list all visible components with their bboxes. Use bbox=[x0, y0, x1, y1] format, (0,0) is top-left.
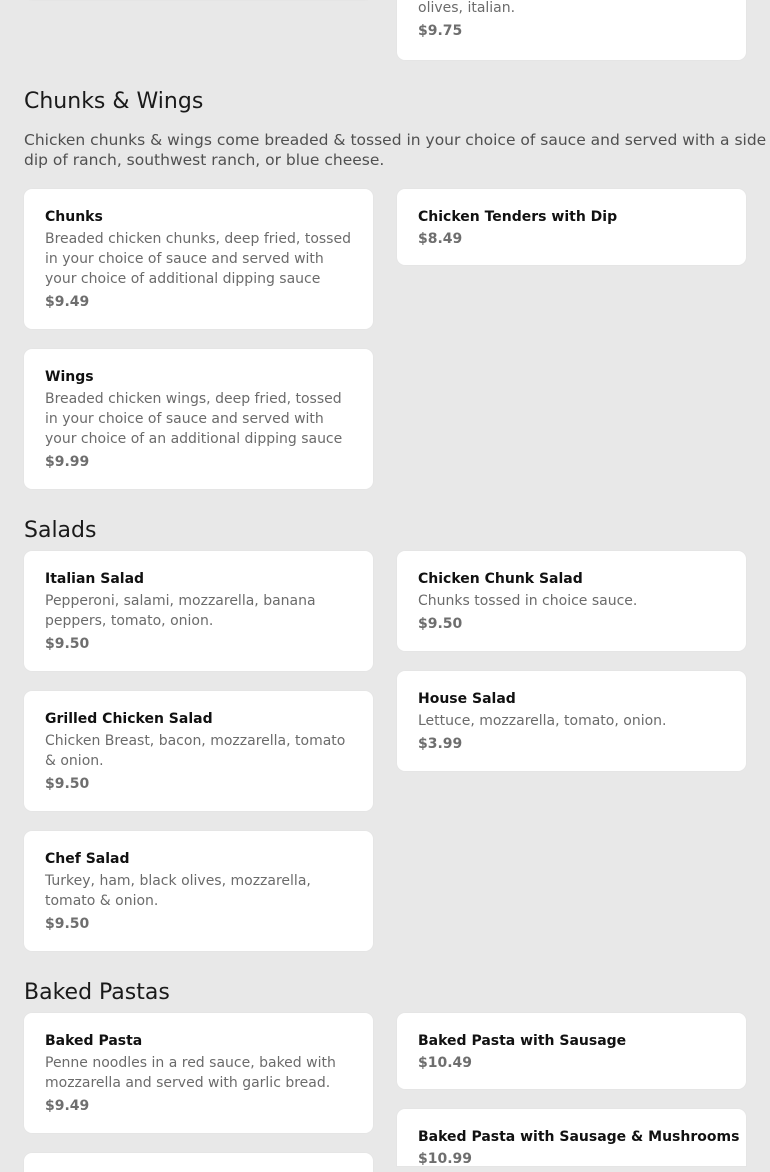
item-name: Chunks bbox=[45, 209, 103, 225]
menu-item-grilled-chicken-salad[interactable] bbox=[24, 691, 373, 811]
menu-item-chef-salad[interactable] bbox=[24, 831, 373, 951]
menu-item-wings[interactable] bbox=[24, 349, 373, 489]
item-name: Wings bbox=[45, 369, 94, 385]
item-name: Italian Salad bbox=[45, 571, 145, 587]
menu-item-chicken-tenders[interactable] bbox=[397, 189, 746, 265]
item-price: $8.49 bbox=[418, 231, 463, 247]
item-description: Turkey, ham, black olives, mozzarella, tomato & onion. bbox=[45, 873, 311, 909]
item-description: Breaded chicken chunks, deep fried, tossed in your choice of sauce and served with your choice of additional dipping sauce bbox=[45, 231, 351, 287]
item-description: olives, italian. bbox=[418, 0, 516, 16]
item-name: House Salad bbox=[418, 691, 516, 707]
item-name: Chicken Tenders with Dip bbox=[418, 209, 618, 225]
item-name: Grilled Chicken Salad bbox=[45, 711, 213, 727]
item-price: $9.50 bbox=[45, 776, 90, 792]
item-description: Penne noodles in a red sauce, baked with mozzarella and served with garlic bread. bbox=[45, 1055, 336, 1091]
item-name: Baked Pasta bbox=[45, 1033, 143, 1049]
item-name: Chicken Chunk Salad bbox=[418, 571, 583, 587]
section-description: Chicken chunks & wings come breaded & tossed in your choice of sauce and served with a side dip of ranch, southwest ranch, or blue cheese. bbox=[24, 131, 767, 169]
menu-item-baked-pasta[interactable] bbox=[24, 1013, 373, 1133]
item-price: $10.49 bbox=[418, 1055, 473, 1071]
item-description: Chicken Breast, bacon, mozzarella, tomato & onion. bbox=[45, 733, 346, 769]
menu-item-chicken-chunk-salad[interactable] bbox=[397, 551, 746, 651]
item-price: $10.99 bbox=[418, 1151, 473, 1167]
item-name: Baked Pasta with Sausage bbox=[418, 1033, 627, 1049]
item-description: Pepperoni, salami, mozzarella, banana peppers, tomato, onion. bbox=[45, 593, 316, 629]
item-description: Breaded chicken wings, deep fried, tossed in your choice of sauce and served with your choice of an additional dipping sauce bbox=[45, 391, 343, 447]
section-title-chunks-wings: Chunks & Wings bbox=[24, 89, 204, 114]
menu-item-baked-pasta-sausage[interactable] bbox=[397, 1013, 746, 1089]
section-title-baked-pastas: Baked Pastas bbox=[24, 980, 170, 1005]
item-description: Lettuce, mozzarella, tomato, onion. bbox=[418, 713, 667, 729]
menu-item-baked-pasta-sausage-mushrooms[interactable] bbox=[397, 1109, 746, 1166]
item-price: $9.50 bbox=[45, 636, 90, 652]
item-price: $3.99 bbox=[418, 736, 463, 752]
item-price: $9.99 bbox=[45, 454, 90, 470]
item-description: Chunks tossed in choice sauce. bbox=[418, 593, 638, 609]
item-price: $9.50 bbox=[45, 916, 90, 932]
item-price: $9.75 bbox=[418, 23, 463, 39]
item-price: $9.49 bbox=[45, 294, 90, 310]
item-name: Chef Salad bbox=[45, 851, 130, 867]
menu-item-italian-salad[interactable] bbox=[24, 551, 373, 671]
item-price: $9.50 bbox=[418, 616, 463, 632]
item-price: $9.49 bbox=[45, 1098, 90, 1114]
menu-item-card[interactable] bbox=[24, 1153, 373, 1172]
menu-item-house-salad[interactable] bbox=[397, 671, 746, 771]
menu-item-card[interactable] bbox=[397, 0, 746, 60]
section-title-salads: Salads bbox=[24, 518, 97, 543]
item-name: Baked Pasta with Sausage & Mushrooms bbox=[418, 1129, 740, 1145]
menu-item-chunks[interactable] bbox=[24, 189, 373, 329]
